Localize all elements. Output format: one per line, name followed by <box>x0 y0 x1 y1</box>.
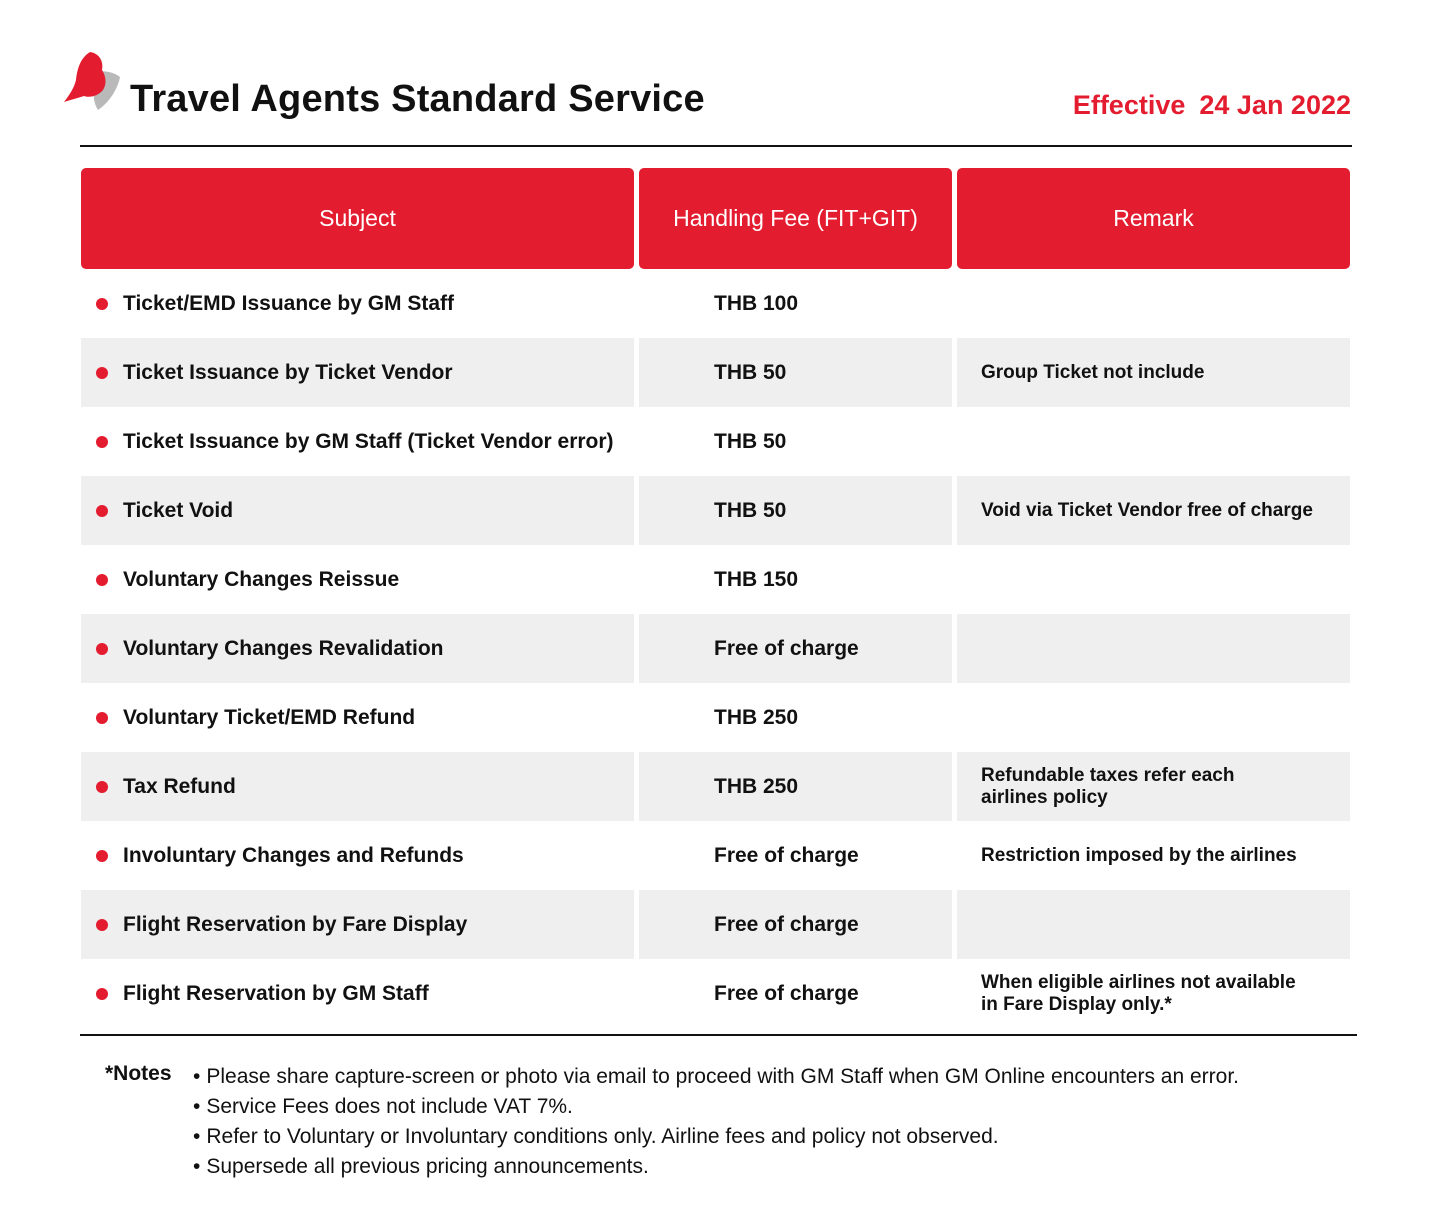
handling-fee-cell <box>639 821 952 890</box>
table-row <box>81 959 1350 1028</box>
bullet-icon <box>96 505 108 517</box>
bullet-icon <box>96 781 108 793</box>
subject-text: Voluntary Changes Reissue <box>123 567 400 591</box>
table-row <box>81 407 1350 476</box>
handling-fee-cell <box>639 338 952 407</box>
remark-text: Group Ticket not include <box>981 361 1205 383</box>
bullet-icon <box>96 643 108 655</box>
remark-line: in Fare Display only.* <box>981 993 1172 1015</box>
remark-text: Void via Ticket Vendor free of charge <box>981 499 1313 521</box>
subject-text: Ticket Issuance by GM Staff (Ticket Vendor error) <box>123 429 614 453</box>
subject-cell <box>81 476 634 545</box>
remark-line: airlines policy <box>981 786 1108 808</box>
table-row <box>81 614 1350 683</box>
note-item: • Service Fees does not include VAT 7%. <box>193 1092 1393 1122</box>
table-row <box>81 890 1350 959</box>
bullet-icon <box>96 574 108 586</box>
handling-fee-cell <box>639 545 952 614</box>
subject-text: Flight Reservation by GM Staff <box>123 981 429 1005</box>
table-row <box>81 683 1350 752</box>
bullet-icon <box>96 712 108 724</box>
notes-label: *Notes <box>105 1062 172 1085</box>
effective-date <box>1073 90 1351 121</box>
remark-cell <box>957 959 1350 1028</box>
subject-cell <box>81 545 634 614</box>
subject-text: Ticket Void <box>123 498 234 522</box>
remark-cell <box>957 269 1350 338</box>
handling-fee-text: Free of charge <box>714 636 859 660</box>
remark-cell <box>957 476 1350 545</box>
subject-cell <box>81 269 634 338</box>
remark-cell <box>957 890 1350 959</box>
handling-fee-text: Free of charge <box>714 843 859 867</box>
notes-list <box>193 1062 1393 1182</box>
table-bottom-divider <box>80 1034 1357 1036</box>
subject-cell <box>81 959 634 1028</box>
note-item: • Supersede all previous pricing announcements. <box>193 1152 1393 1182</box>
remark-line: When eligible airlines not available <box>981 971 1296 993</box>
remark-text <box>957 972 1296 1016</box>
bullet-icon <box>96 988 108 1000</box>
remark-text <box>957 765 1234 809</box>
column-header-handling-fee: Handling Fee (FIT+GIT) <box>639 168 952 269</box>
handling-fee-text: THB 50 <box>714 360 787 384</box>
note-item: • Refer to Voluntary or Involuntary conditions only. Airline fees and policy not observed. <box>193 1122 1393 1152</box>
subject-text: Ticket/EMD Issuance by GM Staff <box>123 291 455 315</box>
table-row <box>81 545 1350 614</box>
bird-logo-icon <box>60 50 122 114</box>
handling-fee-text: THB 50 <box>714 498 787 522</box>
subject-cell <box>81 752 634 821</box>
handling-fee-text: THB 50 <box>714 429 787 453</box>
remark-cell <box>957 614 1350 683</box>
remark-cell <box>957 821 1350 890</box>
subject-cell <box>81 338 634 407</box>
note-item: • Please share capture-screen or photo via email to proceed with GM Staff when GM Online encounters an error. <box>193 1062 1393 1092</box>
handling-fee-text: THB 250 <box>714 774 799 798</box>
handling-fee-text: Free of charge <box>714 981 859 1005</box>
handling-fee-cell <box>639 407 952 476</box>
table-row <box>81 269 1350 338</box>
handling-fee-cell <box>639 476 952 545</box>
remark-line: Refundable taxes refer each <box>981 764 1235 786</box>
table-row <box>81 821 1350 890</box>
table-row <box>81 338 1350 407</box>
handling-fee-cell <box>639 752 952 821</box>
remark-cell <box>957 338 1350 407</box>
subject-text: Voluntary Changes Revalidation <box>123 636 444 660</box>
handling-fee-cell <box>639 614 952 683</box>
table-row <box>81 476 1350 545</box>
subject-cell <box>81 407 634 476</box>
subject-cell <box>81 683 634 752</box>
remark-cell <box>957 407 1350 476</box>
subject-cell <box>81 614 634 683</box>
subject-text: Voluntary Ticket/EMD Refund <box>123 705 416 729</box>
column-header-remark: Remark <box>957 168 1350 269</box>
table-row <box>81 752 1350 821</box>
subject-text: Tax Refund <box>123 774 236 798</box>
handling-fee-cell <box>639 683 952 752</box>
subject-text: Involuntary Changes and Refunds <box>123 843 464 867</box>
remark-cell <box>957 752 1350 821</box>
effective-date-value: 24 Jan 2022 <box>1199 90 1351 120</box>
handling-fee-cell <box>639 890 952 959</box>
handling-fee-text: Free of charge <box>714 912 859 936</box>
page-title: Travel Agents Standard Service <box>130 78 705 120</box>
subject-text: Flight Reservation by Fare Display <box>123 912 468 936</box>
handling-fee-cell <box>639 959 952 1028</box>
subject-cell <box>81 890 634 959</box>
header-divider <box>80 145 1352 147</box>
bullet-icon <box>96 919 108 931</box>
handling-fee-text: THB 250 <box>714 705 799 729</box>
subject-cell <box>81 821 634 890</box>
column-header-subject: Subject <box>81 168 634 269</box>
subject-text: Ticket Issuance by Ticket Vendor <box>123 360 453 384</box>
bullet-icon <box>96 850 108 862</box>
bullet-icon <box>96 436 108 448</box>
bullet-icon <box>96 367 108 379</box>
effective-label: Effective <box>1072 90 1186 120</box>
handling-fee-cell <box>639 269 952 338</box>
handling-fee-text: THB 150 <box>714 567 799 591</box>
bullet-icon <box>96 298 108 310</box>
remark-text: Restriction imposed by the airlines <box>981 844 1297 866</box>
handling-fee-text: THB 100 <box>714 291 799 315</box>
remark-cell <box>957 545 1350 614</box>
remark-cell <box>957 683 1350 752</box>
